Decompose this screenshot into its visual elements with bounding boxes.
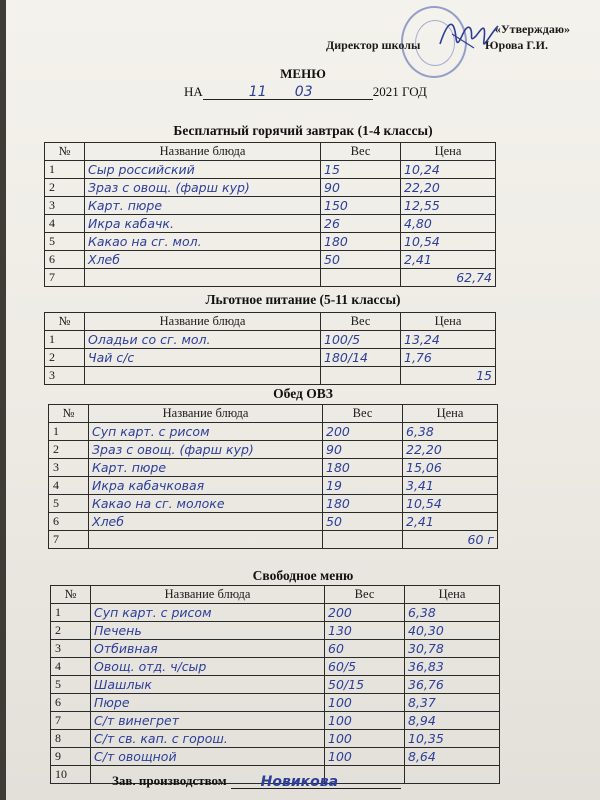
- row-number: 5: [45, 233, 85, 251]
- row-number: 3: [45, 197, 85, 215]
- table-row: [45, 331, 496, 349]
- dish-name: Отбивная: [91, 640, 325, 658]
- dish-name: Пюре: [91, 694, 325, 712]
- table-row: [49, 441, 498, 459]
- col-header-num: №: [45, 313, 85, 331]
- dish-weight: 200: [325, 604, 405, 622]
- row-number: 1: [45, 331, 85, 349]
- table-row: [45, 197, 496, 215]
- dish-weight: 60/5: [325, 658, 405, 676]
- dish-price: 3,41: [403, 477, 498, 495]
- dish-price: 13,24: [401, 331, 496, 349]
- dish-weight: 180: [321, 233, 401, 251]
- dish-name: Карт. пюре: [85, 197, 321, 215]
- dish-weight: 100/5: [321, 331, 401, 349]
- dish-name: [85, 269, 321, 287]
- row-number: 1: [49, 423, 89, 441]
- row-number: 4: [45, 215, 85, 233]
- dish-weight: 180: [323, 459, 403, 477]
- production-head-signature: Новикова: [260, 774, 339, 790]
- dish-weight: 15: [321, 161, 401, 179]
- table-header-row: [45, 143, 496, 161]
- col-header-weight: Вес: [321, 143, 401, 161]
- director-signature-icon: [434, 14, 504, 60]
- dish-name: [89, 531, 323, 549]
- dish-name: Сыр российский: [85, 161, 321, 179]
- table-row: [51, 712, 500, 730]
- col-header-weight: Вес: [325, 586, 405, 604]
- dish-price: 8,37: [405, 694, 500, 712]
- dish-name: С/т овощной: [91, 748, 325, 766]
- row-number: 3: [51, 640, 91, 658]
- table-row: [51, 622, 500, 640]
- dish-price: 4,80: [401, 215, 496, 233]
- table-row: [49, 513, 498, 531]
- dish-name: Зраз с овощ. (фарш кур): [85, 179, 321, 197]
- dish-weight: 100: [325, 712, 405, 730]
- dish-price: 30,78: [405, 640, 500, 658]
- dish-weight: 26: [321, 215, 401, 233]
- row-number: 3: [49, 459, 89, 477]
- dish-price: 10,35: [405, 730, 500, 748]
- menu-table: [50, 585, 500, 784]
- table-row: [49, 495, 498, 513]
- dish-name: Чай с/с: [85, 349, 321, 367]
- dish-name: С/т св. кап. с горош.: [91, 730, 325, 748]
- date-blank: [203, 85, 373, 100]
- dish-weight: 19: [323, 477, 403, 495]
- dish-weight: 60: [325, 640, 405, 658]
- dish-name: Какао на сг. молоке: [89, 495, 323, 513]
- dish-weight: 100: [325, 694, 405, 712]
- section-title: Льготное питание (5-11 классы): [205, 292, 401, 307]
- col-header-price: Цена: [401, 313, 496, 331]
- dish-weight: 50: [321, 251, 401, 269]
- dish-name: Шашлык: [91, 676, 325, 694]
- dish-name: Суп карт. с рисом: [91, 604, 325, 622]
- dish-price: 60 г: [403, 531, 498, 549]
- table-row: [45, 215, 496, 233]
- table-row: [49, 477, 498, 495]
- dish-name: Карт. пюре: [89, 459, 323, 477]
- section-title: Бесплатный горячий завтрак (1-4 классы): [173, 123, 433, 138]
- menu-table: [44, 312, 496, 385]
- table-row: [45, 251, 496, 269]
- dish-weight: [323, 531, 403, 549]
- row-number: 10: [51, 766, 91, 784]
- row-number: 5: [49, 495, 89, 513]
- col-header-name: Название блюда: [91, 586, 325, 604]
- table-row: [45, 179, 496, 197]
- dish-name: Зраз с овощ. (фарш кур): [89, 441, 323, 459]
- row-number: 5: [51, 676, 91, 694]
- row-number: 3: [45, 367, 85, 385]
- table-header-row: [45, 313, 496, 331]
- table-row: [49, 459, 498, 477]
- signature-line: [231, 775, 401, 789]
- table-row: [51, 640, 500, 658]
- dish-price: 12,55: [401, 197, 496, 215]
- table-row: [51, 730, 500, 748]
- dish-weight: 180/14: [321, 349, 401, 367]
- dish-price: 40,30: [405, 622, 500, 640]
- row-number: 6: [51, 694, 91, 712]
- col-header-name: Название блюда: [89, 405, 323, 423]
- dish-price: 36,83: [405, 658, 500, 676]
- row-number: 6: [49, 513, 89, 531]
- dish-name: Икра кабачк.: [85, 215, 321, 233]
- dish-price: 2,41: [401, 251, 496, 269]
- col-header-num: №: [45, 143, 85, 161]
- row-number: 4: [49, 477, 89, 495]
- row-number: 2: [45, 179, 85, 197]
- table-header-row: [51, 586, 500, 604]
- row-number: 2: [45, 349, 85, 367]
- dish-weight: 130: [325, 622, 405, 640]
- dish-name: Оладьи со сг. мол.: [85, 331, 321, 349]
- table-row: [45, 161, 496, 179]
- row-number: 2: [51, 622, 91, 640]
- dish-weight: 50/15: [325, 676, 405, 694]
- dish-weight: 90: [321, 179, 401, 197]
- table-row: [51, 604, 500, 622]
- dish-name: [85, 367, 321, 385]
- dish-price: 10,54: [401, 233, 496, 251]
- dish-weight: 100: [325, 730, 405, 748]
- row-number: 1: [45, 161, 85, 179]
- dish-weight: 150: [321, 197, 401, 215]
- menu-table: [48, 404, 498, 549]
- dish-weight: [321, 269, 401, 287]
- col-header-weight: Вес: [321, 313, 401, 331]
- dish-weight: 50: [323, 513, 403, 531]
- page-title: МЕНЮ: [280, 66, 326, 81]
- row-number: 8: [51, 730, 91, 748]
- dish-price: 8,94: [405, 712, 500, 730]
- table-row: [51, 748, 500, 766]
- dish-price: [405, 766, 500, 784]
- dish-weight: 100: [325, 748, 405, 766]
- dish-weight: 200: [323, 423, 403, 441]
- table-row: [45, 367, 496, 385]
- table-row: [51, 676, 500, 694]
- row-number: 2: [49, 441, 89, 459]
- dish-name: Печень: [91, 622, 325, 640]
- section-title: Свободное меню: [252, 568, 354, 583]
- dish-price: 62,74: [401, 269, 496, 287]
- director-name: Юрова Г.И.: [485, 38, 548, 52]
- date-month: 03: [294, 84, 313, 100]
- director-label: Директор школы: [326, 38, 421, 52]
- col-header-price: Цена: [405, 586, 500, 604]
- row-number: 4: [51, 658, 91, 676]
- footer: [112, 773, 401, 789]
- dish-name: Хлеб: [89, 513, 323, 531]
- table-row: [45, 349, 496, 367]
- date-day: 11: [248, 84, 267, 100]
- col-header-name: Название блюда: [85, 313, 321, 331]
- dish-price: 1,76: [401, 349, 496, 367]
- table-row: [45, 233, 496, 251]
- col-header-num: №: [51, 586, 91, 604]
- row-number: 7: [49, 531, 89, 549]
- table-row: [51, 694, 500, 712]
- date-suffix: 2021 ГОД: [372, 84, 427, 99]
- col-header-name: Название блюда: [85, 143, 321, 161]
- row-number: 1: [51, 604, 91, 622]
- col-header-price: Цена: [401, 143, 496, 161]
- dish-name: Хлеб: [85, 251, 321, 269]
- table-row: [51, 658, 500, 676]
- row-number: 7: [51, 712, 91, 730]
- dish-name: Икра кабачковая: [89, 477, 323, 495]
- approval-label: «Утверждаю»: [494, 22, 570, 36]
- table-row: [45, 269, 496, 287]
- dish-price: 6,38: [405, 604, 500, 622]
- menu-table: [44, 142, 496, 287]
- dish-price: 36,76: [405, 676, 500, 694]
- table-row: [49, 423, 498, 441]
- dish-price: 2,41: [403, 513, 498, 531]
- section-title: Обед ОВЗ: [273, 386, 333, 401]
- menu-date: [184, 84, 427, 100]
- col-header-num: №: [49, 405, 89, 423]
- table-row: [49, 531, 498, 549]
- dish-name: Овощ. отд. ч/сыр: [91, 658, 325, 676]
- col-header-weight: Вес: [323, 405, 403, 423]
- dish-name: С/т винегрет: [91, 712, 325, 730]
- dish-price: 8,64: [405, 748, 500, 766]
- dish-price: 15: [401, 367, 496, 385]
- row-number: 9: [51, 748, 91, 766]
- table-header-row: [49, 405, 498, 423]
- row-number: 7: [45, 269, 85, 287]
- col-header-price: Цена: [403, 405, 498, 423]
- row-number: 6: [45, 251, 85, 269]
- dish-weight: [321, 367, 401, 385]
- dish-weight: 180: [323, 495, 403, 513]
- dish-name: Какао на сг. мол.: [85, 233, 321, 251]
- dish-price: 22,20: [403, 441, 498, 459]
- dish-price: 10,24: [401, 161, 496, 179]
- dish-price: 10,54: [403, 495, 498, 513]
- footer-label: Зав. производством: [112, 773, 227, 788]
- dish-weight: 90: [323, 441, 403, 459]
- date-prefix: НА: [184, 84, 203, 99]
- dish-name: Суп карт. с рисом: [89, 423, 323, 441]
- dish-price: 22,20: [401, 179, 496, 197]
- dish-price: 6,38: [403, 423, 498, 441]
- menu-sheet: [6, 0, 600, 800]
- dish-price: 15,06: [403, 459, 498, 477]
